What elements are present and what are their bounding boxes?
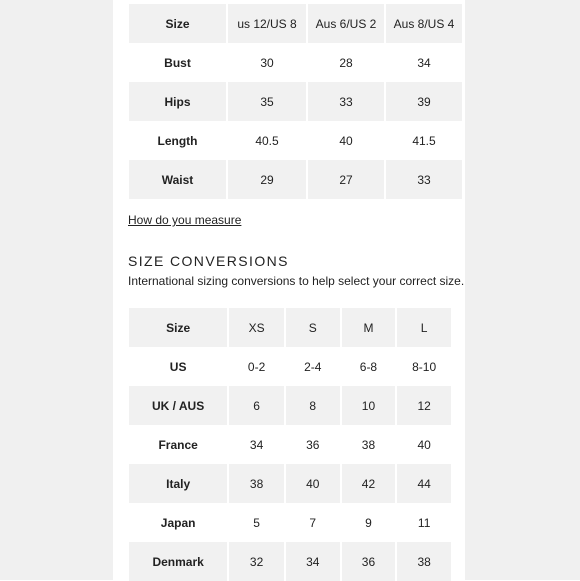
- table-cell: 30: [228, 43, 306, 82]
- table-cell: 38: [342, 425, 396, 464]
- section-description: International sizing conversions to help select your correct size.: [128, 274, 465, 288]
- table-cell: 34: [229, 425, 284, 464]
- size-chart-table: [127, 4, 464, 199]
- table-row: [129, 542, 451, 581]
- table-cell: 5: [229, 503, 284, 542]
- header-cell: XS: [229, 308, 284, 347]
- table-cell: 29: [228, 160, 306, 199]
- header-cell: us 12/US 8: [228, 4, 306, 43]
- table-cell: 40: [308, 121, 384, 160]
- table-cell: 44: [397, 464, 451, 503]
- row-label: Length: [129, 121, 226, 160]
- table-cell: 8: [286, 386, 340, 425]
- row-label: US: [129, 347, 227, 386]
- table-row: [129, 503, 451, 542]
- table-header-row: [129, 308, 451, 347]
- table-cell: 35: [228, 82, 306, 121]
- header-cell: Aus 8/US 4: [386, 4, 462, 43]
- table-row: [129, 425, 451, 464]
- table-cell: 8-10: [397, 347, 451, 386]
- table-cell: 42: [342, 464, 396, 503]
- header-cell: L: [397, 308, 451, 347]
- table-cell: 34: [386, 43, 462, 82]
- right-margin: [465, 0, 580, 580]
- table-cell: 33: [386, 160, 462, 199]
- table-cell: 38: [229, 464, 284, 503]
- row-label: Japan: [129, 503, 227, 542]
- table-cell: 32: [229, 542, 284, 581]
- how-do-you-measure-link[interactable]: How do you measure: [128, 213, 242, 227]
- table-cell: 6-8: [342, 347, 396, 386]
- table-cell: 39: [386, 82, 462, 121]
- table-cell: 34: [286, 542, 340, 581]
- row-label: Hips: [129, 82, 226, 121]
- left-margin: [0, 0, 113, 580]
- table-row: [129, 160, 462, 199]
- header-cell: Aus 6/US 2: [308, 4, 384, 43]
- table-cell: 2-4: [286, 347, 340, 386]
- header-cell: Size: [129, 308, 227, 347]
- table-cell: 12: [397, 386, 451, 425]
- size-conversions-table: [127, 308, 453, 581]
- table-cell: 40: [286, 464, 340, 503]
- table-cell: 36: [286, 425, 340, 464]
- table-cell: 6: [229, 386, 284, 425]
- header-cell: M: [342, 308, 396, 347]
- table-cell: 10: [342, 386, 396, 425]
- table-cell: 9: [342, 503, 396, 542]
- row-label: Waist: [129, 160, 226, 199]
- table-row: [129, 43, 462, 82]
- section-title: SIZE CONVERSIONS: [128, 253, 289, 269]
- table-cell: 7: [286, 503, 340, 542]
- table-row: [129, 121, 462, 160]
- row-label: Denmark: [129, 542, 227, 581]
- row-label: France: [129, 425, 227, 464]
- table-cell: 33: [308, 82, 384, 121]
- table-row: [129, 347, 451, 386]
- table-header-row: [129, 4, 462, 43]
- table-row: [129, 82, 462, 121]
- header-cell: S: [286, 308, 340, 347]
- table-cell: 28: [308, 43, 384, 82]
- row-label: Bust: [129, 43, 226, 82]
- table-row: [129, 464, 451, 503]
- header-cell: Size: [129, 4, 226, 43]
- row-label: UK / AUS: [129, 386, 227, 425]
- table-cell: 40: [397, 425, 451, 464]
- table-cell: 38: [397, 542, 451, 581]
- table-cell: 41.5: [386, 121, 462, 160]
- table-cell: 0-2: [229, 347, 284, 386]
- table-row: [129, 386, 451, 425]
- table-cell: 40.5: [228, 121, 306, 160]
- table-cell: 36: [342, 542, 396, 581]
- table-cell: 11: [397, 503, 451, 542]
- table-cell: 27: [308, 160, 384, 199]
- row-label: Italy: [129, 464, 227, 503]
